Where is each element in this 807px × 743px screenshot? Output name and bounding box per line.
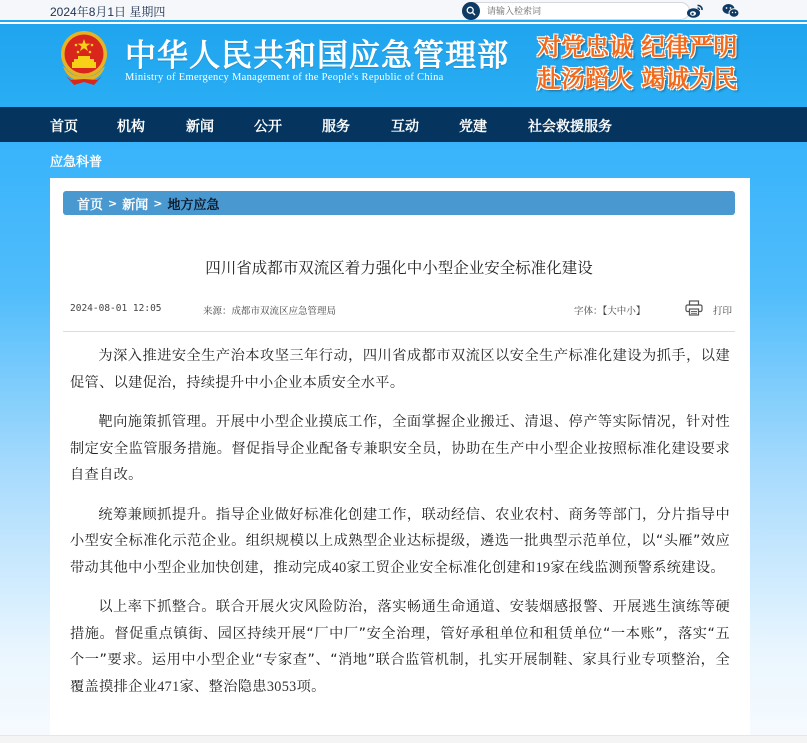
paragraph-text: 统筹兼顾抓提升。指导企业做好标准化创建工作，联动经信、农业农村、商务等部门，分片指导中小型安全标准化示范企业。组织规模以上成熟型企业达标提级，遴选一批典型示范单位，以“头雁”效应带动其他中小型企业加快创建，推动完成	[70, 506, 730, 576]
count-enterprises: 40	[331, 559, 347, 576]
wechat-icon[interactable]	[722, 3, 740, 19]
main-nav	[0, 107, 807, 142]
font-size-label: 字体：	[574, 306, 603, 317]
count-monitoring: 19	[535, 559, 551, 576]
article-paragraph	[70, 594, 730, 700]
breadcrumb-local-emergency[interactable]: 地方应急	[167, 197, 220, 213]
article-paragraph	[70, 502, 730, 582]
nav-item-interaction[interactable]: 互动	[391, 119, 419, 135]
breadcrumb-news[interactable]: 新闻	[122, 197, 149, 213]
weibo-icon[interactable]	[686, 3, 704, 19]
nav-item-public[interactable]: 公开	[254, 119, 282, 135]
search-input[interactable]	[487, 4, 677, 18]
print-button[interactable]: 打印	[713, 306, 733, 317]
breadcrumb-home[interactable]: 首页	[77, 197, 104, 213]
article-source	[203, 303, 336, 317]
paragraph-text: 家、整治隐患	[179, 678, 267, 695]
nav-item-services[interactable]: 服务	[322, 119, 350, 135]
paragraph-text: 家在线监测预警系统建设。	[550, 559, 725, 576]
current-date: 2024年8月1日 星期四	[50, 5, 166, 19]
nav-item-social-rescue[interactable]: 社会救援服务	[528, 119, 612, 135]
publish-datetime: 2024-08-01 12:05	[70, 303, 162, 314]
paragraph-text: 家工贸企业安全标准化创建和	[346, 559, 536, 576]
font-size-medium[interactable]: 中	[616, 306, 627, 317]
search-box[interactable]	[462, 2, 690, 20]
article-body	[70, 343, 730, 713]
bottom-bar	[0, 735, 807, 743]
paragraph-text: 以上率下抓整合。联合开展火灾风险防治，落实畅通生命通道、安装烟感报警、开展逃生演练等硬措施。督促重点镇街、园区持续开展“厂中厂”安全治理，管好承租单位和租赁单位“一本账”，落实“五个一”要求。运用中小型企业“专家查”、“消地”联合监管机制，扎实开展制鞋、家具行业专项整治，全覆盖摸排企业	[70, 599, 730, 695]
site-title[interactable]: 中华人民共和国应急管理部	[125, 38, 509, 74]
national-emblem-icon[interactable]	[57, 30, 111, 88]
count-screened: 471	[157, 678, 180, 695]
slogan-line-1: 对党忠诚 纪律严明	[537, 32, 738, 61]
article-paragraph: 靶向施策抓管理。开展中小型企业摸底工作，全面掌握企业搬迁、清退、停产等实际情况，针对性制定安全监管服务措施。督促指导企业配备专兼职安全员，协助在生产中小型企业按照标准化建设要求自查自改。	[70, 414, 730, 483]
section-title: 应急科普	[50, 155, 103, 170]
breadcrumb-separator: >	[153, 196, 163, 210]
bracket-open: 【	[602, 306, 608, 317]
source-label: 来源：	[203, 306, 232, 317]
site-subtitle: Ministry of Emergency Management of the People's Republic of China	[125, 72, 444, 83]
source-value: 成都市双流区应急管理局	[231, 306, 337, 317]
bracket-close: 】	[635, 306, 646, 317]
top-utility-bar	[0, 0, 807, 22]
nav-item-party-building[interactable]: 党建	[459, 119, 487, 135]
font-size-large[interactable]: 大	[607, 306, 617, 317]
slogan-line-2: 赴汤蹈火 竭诚为民	[537, 64, 738, 93]
search-icon[interactable]	[462, 2, 480, 20]
header-banner	[0, 24, 807, 107]
article-paragraph: 为深入推进安全生产治本攻坚三年行动，四川省成都市双流区以安全生产标准化建设为抓手，以建促管、以建促治，持续提升中小企业本质安全水平。	[70, 348, 730, 391]
meta-divider	[63, 331, 735, 332]
nav-item-news[interactable]: 新闻	[186, 119, 214, 135]
article-title: 四川省成都市双流区着力强化中小型企业安全标准化建设	[205, 259, 593, 277]
printer-icon[interactable]	[685, 300, 703, 316]
nav-item-home[interactable]: 首页	[50, 119, 78, 135]
paragraph-text: 项。	[296, 678, 326, 695]
breadcrumb	[63, 191, 735, 215]
nav-item-organization[interactable]: 机构	[117, 119, 145, 135]
count-hazards: 3053	[266, 678, 297, 695]
breadcrumb-separator: >	[108, 196, 118, 210]
font-size-control	[574, 303, 645, 317]
font-size-small[interactable]: 小	[626, 306, 636, 317]
